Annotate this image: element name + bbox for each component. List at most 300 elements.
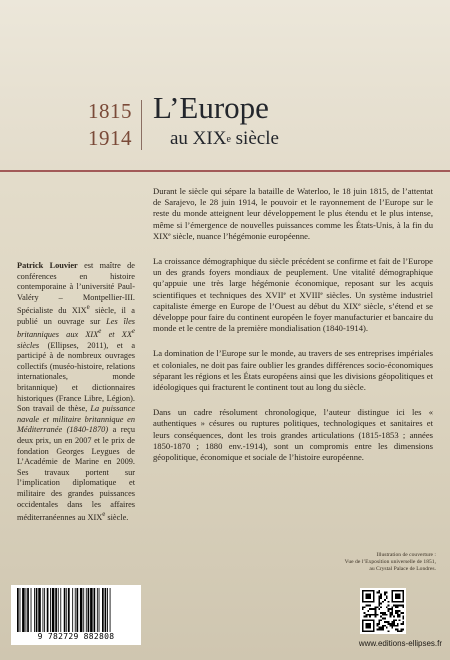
- barcode-bar: [22, 588, 25, 632]
- qr-module: [384, 621, 386, 623]
- bio-sup: e: [102, 511, 106, 519]
- qr-module: [402, 628, 404, 630]
- qr-module: [399, 597, 401, 599]
- qr-module: [367, 590, 369, 592]
- qr-module: [373, 627, 375, 629]
- qr-module: [386, 627, 388, 629]
- qr-module: [362, 594, 364, 596]
- qr-module: [393, 601, 395, 603]
- qr-module: [366, 590, 368, 592]
- qr-module: [378, 601, 380, 603]
- qr-module: [371, 630, 373, 632]
- qr-module: [399, 595, 401, 597]
- qr-module: [386, 592, 388, 594]
- qr-module: [369, 616, 371, 618]
- subtitle-suffix: siècle: [230, 128, 279, 149]
- barcode-bar: [50, 588, 51, 632]
- qr-module: [402, 590, 404, 592]
- qr-module: [380, 627, 382, 629]
- qr-module: [386, 621, 388, 623]
- qr-module: [373, 623, 375, 625]
- qr-module: [366, 614, 368, 616]
- barcode-bar: [80, 588, 83, 632]
- barcode-bar: [34, 588, 35, 632]
- barcode-bar: [105, 588, 107, 632]
- qr-module: [373, 595, 375, 597]
- qr-module: [380, 603, 382, 605]
- bio-book: et XX: [101, 330, 132, 340]
- qr-module: [391, 610, 393, 612]
- header-divider: [141, 100, 142, 150]
- qr-module: [397, 625, 399, 627]
- illustration-credit: [286, 552, 436, 573]
- qr-module: [367, 605, 369, 607]
- bio-sup: e: [98, 328, 102, 336]
- qr-module: [399, 619, 401, 621]
- qr-module: [402, 621, 404, 623]
- qr-module: [373, 614, 375, 616]
- qr-module: [384, 592, 386, 594]
- qr-module: [386, 614, 388, 616]
- qr-module: [389, 612, 391, 614]
- blurb-paragraph-1: [153, 186, 433, 242]
- qr-module: [364, 630, 366, 632]
- barcode-bar: [94, 588, 96, 632]
- qr-module: [371, 601, 373, 603]
- p2-sup: e: [358, 301, 361, 308]
- blurb-paragraph-3: La domination de l’Europe sur le monde, au travers de ses entreprises impériales et coloniales, ne doit pas faire oublier les grandes différences socio-économiques séparant les régions et les États européens ainsi que les divisions géopolitiques et idéologiques qui fracturent le continent tout au long du siècle.: [153, 348, 433, 393]
- qr-module: [378, 595, 380, 597]
- qr-module: [366, 630, 368, 632]
- qr-module: [397, 610, 399, 612]
- qr-module: [397, 616, 399, 618]
- qr-module: [402, 617, 404, 619]
- qr-module: [389, 608, 391, 610]
- qr-module: [391, 597, 393, 599]
- qr-module: [369, 605, 371, 607]
- bio-text: (Ellipses, 2011), et a participé à de nombreux ouvrages collectifs (muséo-histoire, relations internationales, monde britannique) et dictionnaires historiques (France Libre, Légion). Son travail de thèse,: [17, 340, 135, 414]
- qr-module: [397, 590, 399, 592]
- qr-module: [375, 612, 377, 614]
- qr-module: [389, 623, 391, 625]
- qr-module: [399, 630, 401, 632]
- qr-module: [400, 623, 402, 625]
- barcode-bar: [47, 588, 49, 632]
- qr-module: [391, 606, 393, 608]
- qr-module: [369, 625, 371, 627]
- qr-module: [395, 595, 397, 597]
- qr-module: [380, 594, 382, 596]
- qr-module: [373, 630, 375, 632]
- barcode-bar: [38, 588, 41, 632]
- qr-module: [382, 617, 384, 619]
- qr-module: [402, 595, 404, 597]
- qr-module: [402, 599, 404, 601]
- year-start: 1815: [88, 99, 132, 123]
- bio-sup: e: [86, 304, 90, 312]
- qr-module: [395, 594, 397, 596]
- qr-module: [369, 590, 371, 592]
- qr-module: [369, 608, 371, 610]
- qr-module: [366, 595, 368, 597]
- barcode-bar: [66, 588, 67, 632]
- barcode-bar: [27, 588, 29, 632]
- qr-module: [375, 614, 377, 616]
- qr-module: [373, 619, 375, 621]
- qr-module: [380, 619, 382, 621]
- qr-module: [378, 608, 380, 610]
- qr-module: [366, 625, 368, 627]
- qr-module: [391, 614, 393, 616]
- qr-module: [382, 625, 384, 627]
- qr-module: [386, 597, 388, 599]
- barcode-bar: [68, 588, 70, 632]
- qr-module: [391, 592, 393, 594]
- barcode-bar: [90, 588, 93, 632]
- barcode-bar: [110, 588, 111, 632]
- barcode-bar: [55, 588, 57, 632]
- qr-module: [367, 610, 369, 612]
- barcode-bar: [58, 588, 59, 632]
- qr-module: [375, 616, 377, 618]
- qr-module: [397, 606, 399, 608]
- p2-sup: e: [283, 290, 286, 297]
- qr-module: [399, 601, 401, 603]
- qr-module: [397, 623, 399, 625]
- qr-module: [389, 625, 391, 627]
- qr-module: [378, 599, 380, 601]
- qr-module: [380, 616, 382, 618]
- barcode-bar: [99, 588, 100, 632]
- qr-module: [367, 614, 369, 616]
- qr-module: [399, 614, 401, 616]
- qr-module: [388, 623, 390, 625]
- qr-module: [397, 614, 399, 616]
- qr-module: [391, 599, 393, 601]
- book-subtitle: [170, 127, 279, 151]
- p2-text: siècle, s’étend et se développe pour faire du continent européen le foyer manufacturier et bancaire du monde et le centre de la première mondialisation (1840-1914).: [153, 300, 433, 334]
- qr-module: [388, 630, 390, 632]
- qr-module: [382, 627, 384, 629]
- bio-text: a reçu deux prix, un en 2007 et le prix de fondation Georges Leygues de L’Académie de Marine en 2009. Ses travaux portent sur l’implication diplomatique et militaire des grandes puissances occidentales dans les affaires méditerranéennes au XIX: [17, 425, 135, 522]
- qr-module: [393, 621, 395, 623]
- qr-module: [397, 595, 399, 597]
- publisher-website: www.editions-ellipses.fr: [358, 639, 442, 648]
- qr-module: [364, 619, 366, 621]
- qr-module: [369, 597, 371, 599]
- qr-module: [389, 614, 391, 616]
- barcode-bar: [60, 588, 61, 632]
- qr-module: [367, 619, 369, 621]
- qr-module: [373, 590, 375, 592]
- barcode-bar: [64, 588, 66, 632]
- qr-module: [402, 623, 404, 625]
- qr-module: [371, 619, 373, 621]
- qr-module: [380, 595, 382, 597]
- bio-sup: e: [131, 328, 135, 336]
- qr-module: [400, 605, 402, 607]
- qr-module: [384, 625, 386, 627]
- qr-module: [371, 608, 373, 610]
- qr-module: [395, 590, 397, 592]
- qr-module: [369, 594, 371, 596]
- barcode-bar: [17, 588, 19, 632]
- qr-module: [384, 594, 386, 596]
- qr-module: [366, 594, 368, 596]
- qr-module: [366, 627, 368, 629]
- qr-module: [400, 590, 402, 592]
- barcode-bar: [77, 588, 79, 632]
- qr-module: [373, 597, 375, 599]
- qr-module: [378, 621, 380, 623]
- qr-module: [378, 597, 380, 599]
- qr-module: [391, 601, 393, 603]
- qr-module: [393, 625, 395, 627]
- header-rule: [0, 170, 450, 172]
- qr-module: [362, 630, 364, 632]
- qr-module: [369, 627, 371, 629]
- qr-module: [364, 590, 366, 592]
- qr-module: [364, 601, 366, 603]
- qr-module: [369, 601, 371, 603]
- barcode-bar: [102, 588, 104, 632]
- qr-module: [369, 619, 371, 621]
- qr-module: [369, 623, 371, 625]
- qr-module: [367, 627, 369, 629]
- qr-module: [402, 605, 404, 607]
- barcode-bar: [36, 588, 38, 632]
- barcode-bar: [43, 588, 44, 632]
- qr-module: [369, 595, 371, 597]
- qr-module: [391, 612, 393, 614]
- qr-module: [393, 623, 395, 625]
- qr-module: [395, 610, 397, 612]
- qr-module: [388, 621, 390, 623]
- qr-module: [362, 590, 364, 592]
- qr-module: [375, 606, 377, 608]
- qr-module: [384, 614, 386, 616]
- qr-module: [373, 601, 375, 603]
- qr-module: [377, 623, 379, 625]
- qr-module: [402, 612, 404, 614]
- subtitle-prefix: au XIX: [170, 128, 227, 149]
- bio-text: siècle.: [105, 512, 129, 522]
- qr-module: [366, 601, 368, 603]
- barcode-bar: [26, 588, 27, 632]
- qr-module: [375, 610, 377, 612]
- qr-module: [397, 628, 399, 630]
- qr-module: [399, 605, 401, 607]
- qr-module: [367, 625, 369, 627]
- barcode-bar: [20, 588, 21, 632]
- qr-module: [380, 628, 382, 630]
- qr-module: [391, 625, 393, 627]
- barcode-bar: [86, 588, 87, 632]
- qr-module: [397, 605, 399, 607]
- qr-module: [362, 599, 364, 601]
- qr-module: [397, 601, 399, 603]
- p1-text: siècle, nuance l’hégémonie européenne.: [170, 230, 311, 241]
- qr-module: [400, 612, 402, 614]
- qr-module: [377, 625, 379, 627]
- qr-module: [393, 605, 395, 607]
- header: [0, 0, 450, 170]
- qr-module: [364, 616, 366, 618]
- qr-module: [366, 623, 368, 625]
- bio-text: siècle, il a publié un ouvrage sur: [17, 306, 135, 326]
- year-end: 1914: [88, 126, 132, 150]
- bio-book: Les îles britanniques aux XIX: [17, 316, 135, 340]
- qr-module: [393, 619, 395, 621]
- qr-module: [377, 628, 379, 630]
- qr-module: [391, 621, 393, 623]
- qr-module: [402, 592, 404, 594]
- qr-module: [382, 614, 384, 616]
- bio-text: est maître de conférences en histoire contemporaine à l’université Paul-Valéry – Montpellier-III. Spécialiste du XIX: [17, 261, 135, 316]
- qr-module: [362, 606, 364, 608]
- qr-module: [384, 599, 386, 601]
- barcode-bar: [107, 588, 108, 632]
- qr-module: [382, 601, 384, 603]
- thesis-title: La puissance navale et militaire britannique en Méditerranée (1840-1870): [17, 404, 135, 435]
- subtitle-sup: e: [226, 134, 231, 145]
- qr-module: [364, 606, 366, 608]
- p2-text: et XVIII: [285, 289, 321, 300]
- qr-module: [367, 630, 369, 632]
- qr-module: [377, 614, 379, 616]
- qr-module: [362, 625, 364, 627]
- book-title: L’Europe: [153, 90, 269, 125]
- qr-module: [393, 590, 395, 592]
- qr-module: [371, 614, 373, 616]
- qr-module: [391, 608, 393, 610]
- qr-module: [397, 597, 399, 599]
- qr-module: [369, 614, 371, 616]
- p1-sup: e: [168, 231, 171, 238]
- qr-module: [395, 597, 397, 599]
- qr-module: [373, 594, 375, 596]
- qr-module: [395, 619, 397, 621]
- qr-module: [402, 606, 404, 608]
- qr-module: [400, 601, 402, 603]
- barcode-number: 9 782729 882808: [37, 632, 115, 641]
- qr-module: [366, 605, 368, 607]
- qr-module: [373, 592, 375, 594]
- qr-module: [380, 597, 382, 599]
- qr-module: [391, 595, 393, 597]
- qr-module: [395, 612, 397, 614]
- qr-module: [395, 628, 397, 630]
- qr-module: [380, 612, 382, 614]
- qr-module: [373, 625, 375, 627]
- qr-module: [378, 590, 380, 592]
- qr-module: [391, 594, 393, 596]
- p2-text: siècles. Un système industriel capitaliste émerge en Europe de l’Ouest au début du XIX: [153, 289, 433, 311]
- qr-module: [400, 628, 402, 630]
- qr-module: [373, 621, 375, 623]
- barcode-bar: [88, 588, 90, 632]
- qr-module: [388, 605, 390, 607]
- qr-module: [397, 612, 399, 614]
- qr-module: [391, 623, 393, 625]
- blurb-paragraph-2: [153, 256, 433, 334]
- qr-module: [378, 603, 380, 605]
- qr-module: [393, 616, 395, 618]
- qr-module: [399, 610, 401, 612]
- qr-module: [378, 627, 380, 629]
- qr-module: [382, 612, 384, 614]
- blurb: [153, 186, 433, 477]
- qr-module: [362, 619, 364, 621]
- qr-module: [395, 625, 397, 627]
- qr-module: [362, 627, 364, 629]
- qr-module: [369, 630, 371, 632]
- barcode-bar: [72, 588, 73, 632]
- qr-module: [397, 594, 399, 596]
- barcode-bar: [44, 588, 45, 632]
- qr-module: [366, 616, 368, 618]
- author-name: Patrick Louvier: [17, 261, 78, 270]
- qr-module: [399, 590, 401, 592]
- qr-module: [367, 601, 369, 603]
- p2-text: La croissance démographique du siècle précédent se confirme et fait de l’Europe un des grands foyers mondiaux de peuplement. Une vitalité démographique qu’appuie une très large hégémonie économique, reposant sur les acquis scientifiques et techniques des XVII: [153, 256, 433, 300]
- p2-sup: e: [320, 290, 323, 297]
- qr-module: [367, 597, 369, 599]
- qr-module: [362, 621, 364, 623]
- qr-module: [371, 590, 373, 592]
- qr-module: [395, 605, 397, 607]
- qr-module: [399, 616, 401, 618]
- qr-module: [362, 623, 364, 625]
- qr-module: [388, 601, 390, 603]
- barcode-bar: [97, 588, 98, 632]
- qr-module: [367, 594, 369, 596]
- qr-module: [367, 623, 369, 625]
- qr-module: [378, 605, 380, 607]
- qr-module: [378, 628, 380, 630]
- qr-module: [378, 592, 380, 594]
- barcode-bar: [52, 588, 55, 632]
- qr-module: [397, 630, 399, 632]
- qr-module: [373, 608, 375, 610]
- qr-module: [362, 597, 364, 599]
- barcode-bar: [75, 588, 76, 632]
- qr-module: [377, 606, 379, 608]
- qr-module: [366, 619, 368, 621]
- qr-module: [402, 601, 404, 603]
- qr-module: [373, 599, 375, 601]
- qr-module: [395, 601, 397, 603]
- barcode-bar: [31, 588, 32, 632]
- qr-module: [375, 608, 377, 610]
- qr-module: [386, 606, 388, 608]
- qr-module: [362, 601, 364, 603]
- credit-line: au Crystal Palace de Londres.: [369, 566, 436, 572]
- qr-module: [384, 617, 386, 619]
- qr-module: [362, 595, 364, 597]
- qr-module: [362, 608, 364, 610]
- qr-module: [402, 594, 404, 596]
- qr-module: [400, 630, 402, 632]
- qr-module: [388, 608, 390, 610]
- barcode: [15, 588, 137, 632]
- credit-line: Illustration de couverture :: [376, 552, 436, 558]
- qr-module: [384, 612, 386, 614]
- qr-module: [388, 610, 390, 612]
- qr-module: [378, 623, 380, 625]
- qr-module: [391, 590, 393, 592]
- credit-line: Vue de l’Exposition universelle de 1851,: [344, 559, 436, 565]
